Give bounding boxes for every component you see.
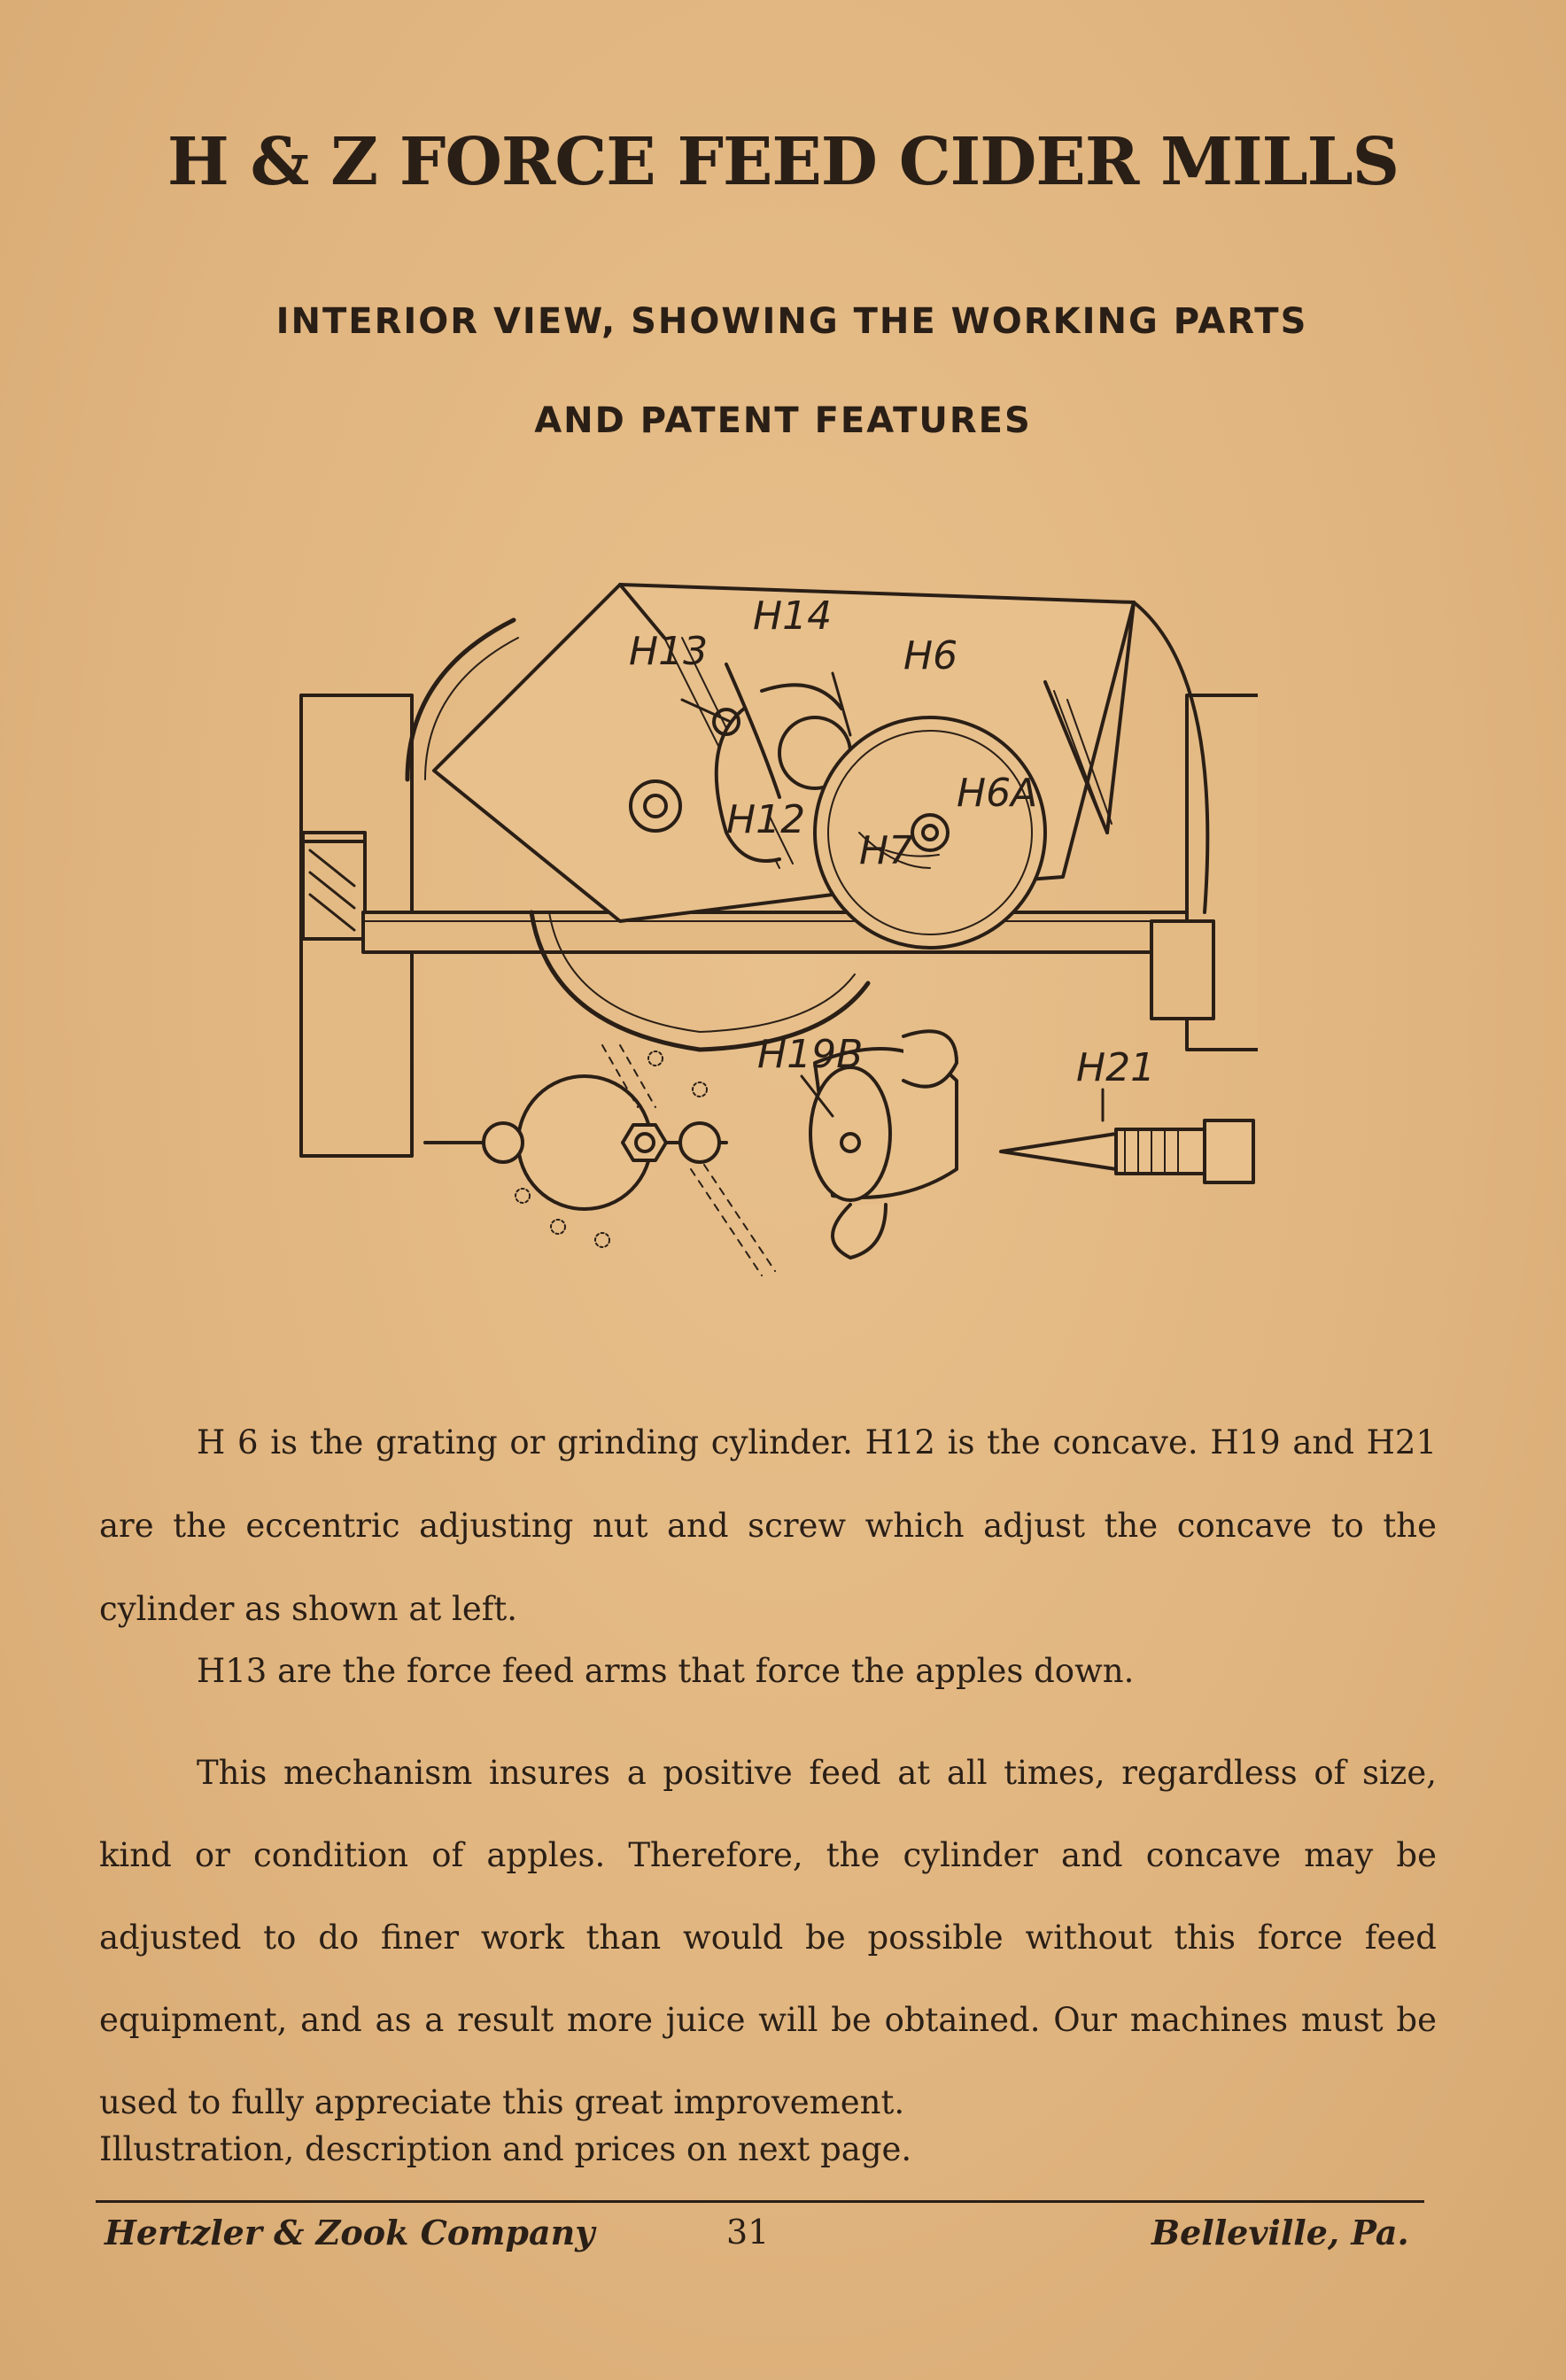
label-h12: H12 (726, 797, 806, 842)
footer-company: Hertzler & Zook Company (105, 2213, 595, 2252)
paragraph-cylinder-concave: H 6 is the grating or grinding cylinder. H12 is the concave. H19 and H21 are the eccentric adjusting nut and screw which adjust the concave to the cylinder as shown at left. (99, 1423, 1437, 1628)
subtitle-line-1: INTERIOR VIEW, SHOWING THE WORKING PARTS (275, 301, 1308, 342)
frame-post-right (1151, 695, 1258, 1050)
paragraph-mechanism: This mechanism insures a positive feed at all times, regardless of size, kind or condition of apples. Therefore, the cylinder and concave may be adjusted to do finer work than would be possible without this force feed equipment, and as a result more juice will be obtained. Our machines must be used to fully appreciate this great improvement. (99, 1754, 1437, 2121)
label-h6a: H6A (957, 771, 1038, 816)
label-h19b: H19B (757, 1032, 864, 1077)
label-h6: H6 (903, 633, 958, 678)
paragraph-next-page-note: Illustration, description and prices on next page. (99, 2130, 912, 2168)
adjusting-screw (1001, 1120, 1253, 1182)
label-h14: H14 (753, 593, 833, 639)
subtitle-line-2: AND PATENT FEATURES (534, 400, 1032, 441)
paragraph-force-feed-arms: H13 are the force feed arms that force the apples down. (197, 1652, 1135, 1690)
base-beam (363, 912, 1213, 952)
eccentric-bearing-assembly (425, 1045, 775, 1275)
page-title: H & Z FORCE FEED CIDER MILLS (167, 124, 1399, 200)
footer-location: Belleville, Pa. (1151, 2213, 1409, 2252)
label-h7: H7 (859, 828, 914, 873)
grinding-cylinder (815, 717, 1045, 948)
pivot-bearing (631, 781, 680, 831)
label-h13: H13 (629, 629, 709, 674)
label-h21: H21 (1076, 1045, 1156, 1090)
footer-page-number: 31 (726, 2213, 770, 2252)
footer-rule (96, 2200, 1424, 2203)
cider-mill-interior-illustration (283, 567, 1258, 1293)
